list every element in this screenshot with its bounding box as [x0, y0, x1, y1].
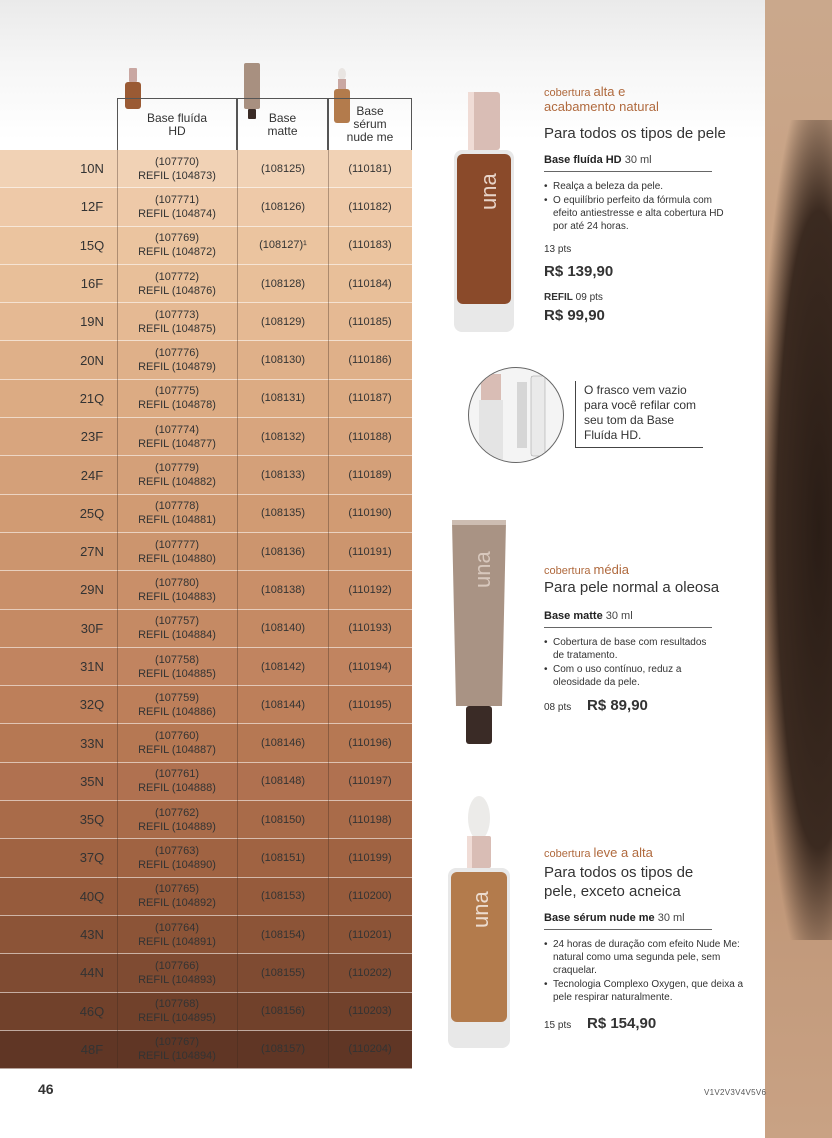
- serum-bullets: [544, 938, 744, 1005]
- matte-code: (108133): [260, 469, 306, 482]
- shade-code: 21Q: [79, 390, 105, 406]
- matte-code: (108131): [260, 392, 306, 405]
- matte-code: (108128): [260, 277, 306, 290]
- serum-code: (110186): [348, 354, 392, 367]
- table-row: [0, 686, 412, 724]
- matte-code: (108127)¹: [259, 239, 307, 252]
- refil-code: REFIL (104890): [138, 858, 216, 871]
- shade-code: 29N: [80, 582, 104, 598]
- serum-bottle-image: [446, 796, 512, 1050]
- shade-code: 32Q: [79, 697, 105, 713]
- table-row: [0, 839, 412, 877]
- header-hd-label: Base fluída HD: [146, 110, 208, 138]
- serum-code: (110199): [348, 851, 392, 864]
- refil-code: REFIL (104883): [138, 590, 216, 603]
- hd-refil-points: REFIL 09 pts: [544, 292, 603, 303]
- table-row: [0, 495, 412, 533]
- serum-product-name: Base sérum nude me 30 ml: [544, 912, 712, 930]
- shade-code: 33N: [80, 735, 104, 751]
- list-item: • Tecnologia Complexo Oxygen, que deixa a pele respirar naturalmente.: [544, 978, 744, 1004]
- table-row: [0, 188, 412, 226]
- matte-code: (108150): [260, 813, 306, 826]
- serum-code: (110184): [348, 277, 392, 290]
- shade-code: 15Q: [79, 237, 105, 253]
- list-item: • Realça a beleza da pele.: [544, 180, 734, 193]
- hd-code-cell: [118, 303, 236, 340]
- divider-line: [237, 150, 238, 1068]
- hd-code: (107768): [154, 998, 200, 1011]
- hd-code: (107779): [154, 462, 200, 475]
- hd-code: (107766): [154, 959, 200, 972]
- hd-code: (107764): [154, 921, 200, 934]
- matte-points: 08 pts: [544, 702, 572, 713]
- matte-code: (108129): [260, 315, 306, 328]
- hd-code-cell: [118, 610, 236, 647]
- hd-code-cell: [118, 648, 236, 685]
- divider-line: [328, 150, 329, 1068]
- hd-code: (107762): [154, 806, 200, 819]
- hd-code-cell: [118, 418, 236, 455]
- table-row: [0, 265, 412, 303]
- hd-code: (107769): [154, 232, 200, 245]
- svg-text:una: una: [468, 891, 493, 928]
- hd-bullets: [544, 180, 734, 234]
- shade-code: 35N: [80, 773, 104, 789]
- hd-code-cell: [118, 571, 236, 608]
- hd-code-cell: [118, 954, 236, 991]
- table-row: [0, 418, 412, 456]
- hd-code-cell: [118, 916, 236, 953]
- table-row: [0, 571, 412, 609]
- serum-code: (110201): [348, 928, 392, 941]
- refil-code: REFIL (104888): [138, 782, 216, 795]
- table-row: [0, 380, 412, 418]
- hd-price: R$ 139,90: [544, 263, 614, 280]
- hd-code-cell: [118, 188, 236, 225]
- table-row: [0, 150, 412, 188]
- list-item: • 24 horas de duração com efeito Nude Me: natural como uma segunda pele, sem craquelar.: [544, 938, 744, 977]
- table-row: [0, 916, 412, 954]
- list-item: • O equilíbrio perfeito da fórmula com efeito antiestresse e alta cobertura HD por até 24 horas.: [544, 194, 734, 233]
- refil-code: REFIL (104891): [138, 935, 216, 948]
- divider-line: [117, 150, 118, 1068]
- list-item: • Cobertura de base com resultados de tratamento.: [544, 636, 719, 662]
- matte-code: (108146): [260, 737, 306, 750]
- hd-code-cell: [118, 456, 236, 493]
- table-row: [0, 227, 412, 265]
- refil-code: REFIL (104889): [138, 820, 216, 833]
- table-row: [0, 993, 412, 1031]
- serum-code: (110197): [348, 775, 392, 788]
- serum-coverage: cobertura leve a alta: [544, 845, 653, 860]
- serum-code: (110182): [348, 200, 392, 213]
- refill-bottle-circle: [468, 367, 564, 463]
- serum-code: (110183): [348, 239, 392, 252]
- table-row: [0, 724, 412, 762]
- shade-table: [0, 150, 412, 1069]
- hd-code: (107774): [154, 423, 200, 436]
- shade-code: 31N: [80, 659, 104, 674]
- matte-code: (108126): [260, 200, 306, 213]
- matte-code: (108142): [260, 660, 306, 673]
- hd-code-cell: [118, 839, 236, 876]
- hd-code-cell: [118, 763, 236, 800]
- refil-code: REFIL (104877): [138, 437, 216, 450]
- serum-code: (110195): [348, 698, 392, 711]
- hd-code: (107775): [154, 385, 200, 398]
- header-serum-label: Base sérum nude me: [346, 104, 394, 144]
- table-row: [0, 648, 412, 686]
- header-matte-label: Base matte: [267, 110, 298, 138]
- matte-code: (108138): [260, 583, 306, 596]
- refil-code: REFIL (104875): [138, 322, 216, 335]
- serum-code: (110185): [348, 315, 392, 328]
- serum-code: (110191): [348, 545, 392, 558]
- hd-code: (107771): [154, 193, 200, 206]
- serum-code: (110203): [348, 1005, 392, 1018]
- serum-code: (110188): [348, 430, 392, 443]
- refil-code: REFIL (104873): [138, 169, 216, 182]
- matte-code: (108151): [260, 851, 306, 864]
- shade-code: 23F: [80, 429, 104, 445]
- hd-code: (107757): [154, 615, 200, 628]
- list-item: • Com o uso contínuo, reduz a oleosidade da pele.: [544, 663, 719, 689]
- serum-code: (110204): [348, 1043, 392, 1056]
- matte-coverage: cobertura média: [544, 562, 629, 577]
- shade-code: 10N: [80, 161, 104, 177]
- page-number: 46: [38, 1081, 54, 1097]
- shade-code: 40Q: [79, 888, 105, 904]
- shade-code: 19N: [80, 314, 104, 330]
- table-row: [0, 878, 412, 916]
- refil-code: REFIL (104895): [138, 1012, 216, 1025]
- hd-code: (107780): [154, 576, 200, 589]
- table-row: [0, 763, 412, 801]
- refil-code: REFIL (104882): [138, 476, 216, 489]
- hd-code: (107776): [154, 347, 200, 360]
- hd-product-name: Base fluída HD 30 ml: [544, 154, 712, 172]
- refil-code: REFIL (104893): [138, 973, 216, 986]
- hd-headline: Para todos os tipos de pele: [544, 125, 726, 142]
- matte-bullets: [544, 636, 719, 690]
- refill-bottle-icon: [469, 368, 564, 463]
- serum-code: (110192): [348, 583, 392, 596]
- hd-code: (107759): [154, 691, 200, 704]
- hd-code-cell: [118, 686, 236, 723]
- shade-code: 16F: [80, 276, 104, 292]
- hd-code-cell: [118, 801, 236, 838]
- hd-points: 13 pts: [544, 244, 572, 255]
- refil-code: REFIL (104884): [138, 629, 216, 642]
- hd-code-cell: [118, 533, 236, 570]
- table-row: [0, 533, 412, 571]
- matte-price: R$ 89,90: [587, 697, 648, 714]
- serum-code: (110189): [348, 469, 392, 482]
- model-hair: [765, 120, 832, 940]
- shade-code: 25Q: [79, 505, 105, 521]
- matte-code: (108153): [260, 890, 306, 903]
- matte-code: (108155): [260, 966, 306, 979]
- svg-text:una: una: [470, 551, 495, 588]
- refil-code: REFIL (104892): [138, 897, 216, 910]
- matte-code: (108157): [260, 1043, 306, 1056]
- table-row: [0, 954, 412, 992]
- serum-code: (110202): [348, 966, 392, 979]
- hd-refil-price: R$ 99,90: [544, 307, 605, 324]
- serum-code: (110187): [348, 392, 392, 405]
- edition-code: V1V2V3V4V5V6: [704, 1088, 767, 1097]
- hd-code: (107767): [154, 1036, 200, 1049]
- hd-code-cell: [118, 495, 236, 532]
- serum-price: R$ 154,90: [587, 1015, 657, 1032]
- matte-headline: Para pele normal a oleosa: [544, 579, 720, 596]
- table-row: [0, 1031, 412, 1069]
- hd-code-cell: [118, 227, 236, 264]
- matte-code: (108148): [260, 775, 306, 788]
- hd-code-cell: [118, 341, 236, 378]
- table-row: [0, 456, 412, 494]
- matte-tube-image: [450, 518, 508, 746]
- shade-code: 24F: [80, 467, 104, 483]
- refil-code: REFIL (104881): [138, 514, 216, 527]
- refil-code: REFIL (104885): [138, 667, 216, 680]
- serum-code: (110190): [348, 507, 392, 520]
- serum-points: 15 pts: [544, 1020, 572, 1031]
- table-row: [0, 341, 412, 379]
- hd-code-cell: [118, 265, 236, 302]
- hd-code-cell: [118, 878, 236, 915]
- shade-code: 46Q: [79, 1003, 105, 1019]
- hd-code: (107765): [154, 883, 200, 896]
- shade-code: 20N: [80, 352, 104, 368]
- refil-code: REFIL (104878): [138, 399, 216, 412]
- matte-code: (108136): [260, 545, 306, 558]
- table-row: [0, 610, 412, 648]
- hd-code: (107761): [154, 768, 200, 781]
- refil-code: REFIL (104879): [138, 361, 216, 374]
- serum-code: (110196): [348, 737, 392, 750]
- hd-code: (107777): [154, 538, 200, 551]
- serum-code: (110198): [348, 813, 392, 826]
- hd-coverage: cobertura alta e acabamento natural: [544, 84, 659, 114]
- hd-code: (107778): [154, 500, 200, 513]
- matte-product-name: Base matte 30 ml: [544, 610, 712, 628]
- header-base-fluida-hd: [117, 98, 237, 150]
- shade-code: 27N: [80, 544, 104, 560]
- hd-code: (107770): [154, 155, 200, 168]
- matte-code: (108130): [260, 354, 306, 367]
- refil-code: REFIL (104880): [138, 552, 216, 565]
- refill-note: O frasco vem vazio para você refilar com seu tom da Base Fluída HD.: [575, 381, 703, 448]
- refil-code: REFIL (104886): [138, 705, 216, 718]
- shade-code: 44N: [80, 965, 104, 981]
- serum-headline: Para todos os tipos de pele, exceto acneica: [544, 864, 694, 900]
- table-row: [0, 801, 412, 839]
- header-base-matte: [237, 98, 328, 150]
- shade-code: 30F: [80, 620, 104, 636]
- hd-code-cell: [118, 150, 236, 187]
- matte-code: (108156): [260, 1005, 306, 1018]
- shade-code: 48F: [80, 1041, 104, 1057]
- refil-code: REFIL (104874): [138, 207, 216, 220]
- hd-code: (107758): [154, 653, 200, 666]
- matte-code: (108132): [260, 430, 306, 443]
- refil-code: REFIL (104872): [138, 246, 216, 259]
- matte-code: (108144): [260, 698, 306, 711]
- serum-code: (110200): [348, 890, 392, 903]
- svg-text:una: una: [476, 173, 501, 210]
- refil-code: REFIL (104887): [138, 744, 216, 757]
- serum-code: (110194): [348, 660, 392, 673]
- hd-code: (107773): [154, 308, 200, 321]
- serum-code: (110193): [348, 622, 392, 635]
- shade-code: 12F: [80, 199, 104, 215]
- matte-code: (108135): [260, 507, 306, 520]
- hd-code-cell: [118, 1031, 236, 1068]
- hd-code: (107763): [154, 844, 200, 857]
- matte-code: (108140): [260, 622, 306, 635]
- table-row: [0, 303, 412, 341]
- hd-bottle-image: [450, 90, 518, 334]
- refil-code: REFIL (104894): [138, 1050, 216, 1063]
- hd-code-cell: [118, 380, 236, 417]
- hd-code-cell: [118, 724, 236, 761]
- refil-code: REFIL (104876): [138, 284, 216, 297]
- hd-code: (107760): [154, 730, 200, 743]
- hd-code-cell: [118, 993, 236, 1030]
- shade-code: 43N: [80, 927, 104, 943]
- hd-code: (107772): [154, 270, 200, 283]
- matte-code: (108125): [260, 162, 306, 175]
- header-base-serum: [328, 98, 412, 150]
- serum-code: (110181): [348, 162, 392, 175]
- matte-code: (108154): [260, 928, 306, 941]
- shade-code: 35Q: [79, 812, 105, 828]
- shade-code: 37Q: [79, 850, 105, 866]
